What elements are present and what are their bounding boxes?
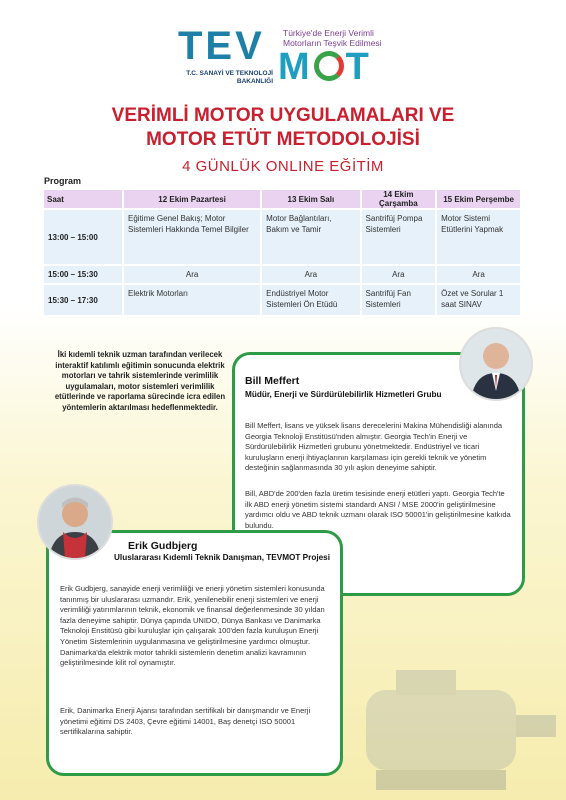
program-label: Program (44, 176, 82, 186)
table-header-row (44, 190, 520, 208)
program-table (42, 188, 522, 317)
table-cell: Santrifüj Pompa Sistemleri (362, 210, 436, 264)
motor-illustration (336, 640, 566, 800)
page-title-line2: MOTOR ETÜT METODOLOJİSİ (146, 129, 420, 150)
logo-tev-text: TEV (178, 24, 265, 68)
table-cell: Eğitime Genel Bakış; Motor Sistemleri Hakkında Temel Bilgiler (124, 210, 260, 264)
table-cell: Motor Sistemi Etütlerini Yapmak (437, 210, 520, 264)
erik-bio-paragraph: Erik, Danimarka Enerji Ajansı tarafından sertifikalı bir danışmandır ve Enerji yönetimi eğitimi DS 2403, Çevre eğitimi 14001, Baş denetçi ISO 50001 sertifikalarına sahiptir. (60, 706, 311, 737)
table-cell: Ara (124, 266, 260, 283)
bill-bio-paragraph: Bill, ABD'de 200'den fazla üretim tesisinde enerji etütleri yaptı. Georgia Tech'te ilk ABD enerji yönetim sistemi standardı ANSI / MSE 2000'in geliştirilmesine yardımcı oldu ve ABD teknik uzmanı olarak ISO 50001'in geliştirilmesine katkıda bulundu. (245, 489, 511, 530)
table-cell-time: 15:30 – 17:30 (44, 285, 122, 315)
table-cell: Elektrik Motorları (124, 285, 260, 315)
erik-photo (37, 484, 113, 560)
table-row (44, 285, 520, 315)
erik-name: Erik Gudbjerg (128, 540, 198, 552)
erik-bio-paragraph: Erik Gudbjerg, sanayide enerji verimliliği ve enerji yönetim sistemleri konusunda tanınmış bir uluslararası uzmandır. Erik, yenilenebilir enerji sistemleri ve enerji verimliliği yatırımlarının teknik, ekonomik ve finansal değerlenmesinde 30 yıldan fazla deneyime sahiptir. Dünya çapında UNIDO, Dünya Bankası ve Danimarka Teknoloji Enstitüsü gibi kuruluşlar için çalışarak 100'den fazla kuruluşun Enerji Yönetim Sistemlerinin uygulanmasına ve geliştirilmesine yardımcı olmuştur. Danimarka'da elektrik motor tahrikli sistemlerin denetim analizi kavramının geliştirilmesinde kilit rol oynamıştır. (60, 584, 325, 668)
table-cell: Ara (262, 266, 359, 283)
logo-tagline: Türkiye'de Enerji Verimli Motorların Teşvik Edilmesi (283, 28, 382, 48)
page-title-line1: VERİMLİ MOTOR UYGULAMALARI VE (111, 105, 455, 126)
bill-role: Müdür, Enerji ve Sürdürülebilirlik Hizmetleri Grubu (245, 390, 442, 399)
tevmot-logo (178, 26, 393, 88)
table-row (44, 210, 520, 264)
person-icon (39, 486, 111, 558)
table-cell: Ara (437, 266, 520, 283)
bill-bio-paragraph: Bill Meffert, lisans ve yüksek lisans derecelerini Makina Mühendisliği alanında Georgia Teknoloji Enstitüsü'nden almıştır. Georgia Tech'in Enerji ve Sürdürülebilirlik Hizmetleri grubunu yönetmektedir. Endüstriyel ve ticari kuruluşların enerji ihtiyaçlarının karşılaması için gerekli teknik ve yönetim desteğinin sağlanmasında 30 yılı aşkın deneyime sahiptir. (245, 421, 503, 473)
table-row (44, 266, 520, 283)
table-cell-time: 13:00 – 15:00 (44, 210, 122, 264)
bill-photo (459, 327, 533, 401)
table-cell-time: 15:00 – 15:30 (44, 266, 122, 283)
logo-mot-text: M T (278, 46, 371, 88)
erik-role: Uluslararası Kıdemli Teknik Danışman, TEVMOT Projesi (114, 553, 330, 562)
intro-text: İki kıdemli teknik uzman tarafından verilecek interaktif katılımlı eğitimin sonucunda elektrik motorları ve tahrik sistemlerinde verimlilik uygulamaları, motor sistemleri verimlilik etütlerinde ve raporlama sürecinde icra edilen yöntemlerin aktarılması hedeflenmektedir. (54, 350, 226, 412)
person-icon (461, 329, 531, 399)
table-cell: Motor Bağlantıları, Bakım ve Tamir (262, 210, 359, 264)
table-header: Saat (44, 190, 122, 208)
page-subtitle: 4 GÜNLÜK ONLINE EĞİTİM (182, 158, 384, 175)
table-cell: Ara (362, 266, 436, 283)
bill-name: Bill Meffert (245, 375, 300, 387)
table-cell: Endüstriyel Motor Sistemleri Ön Etüdü (262, 285, 359, 315)
table-cell: Santrifüj Fan Sistemleri (362, 285, 436, 315)
table-cell: Özet ve Sorular 1 saat SINAV (437, 285, 520, 315)
table-header: 13 Ekim Salı (262, 190, 359, 208)
logo-ministry: T.C. SANAYİ VE TEKNOLOJİ BAKANLIĞI (186, 70, 273, 85)
table-header: 15 Ekim Perşembe (437, 190, 520, 208)
table-header: 14 Ekim Çarşamba (362, 190, 436, 208)
table-header: 12 Ekim Pazartesi (124, 190, 260, 208)
logo-o-icon (314, 51, 344, 81)
